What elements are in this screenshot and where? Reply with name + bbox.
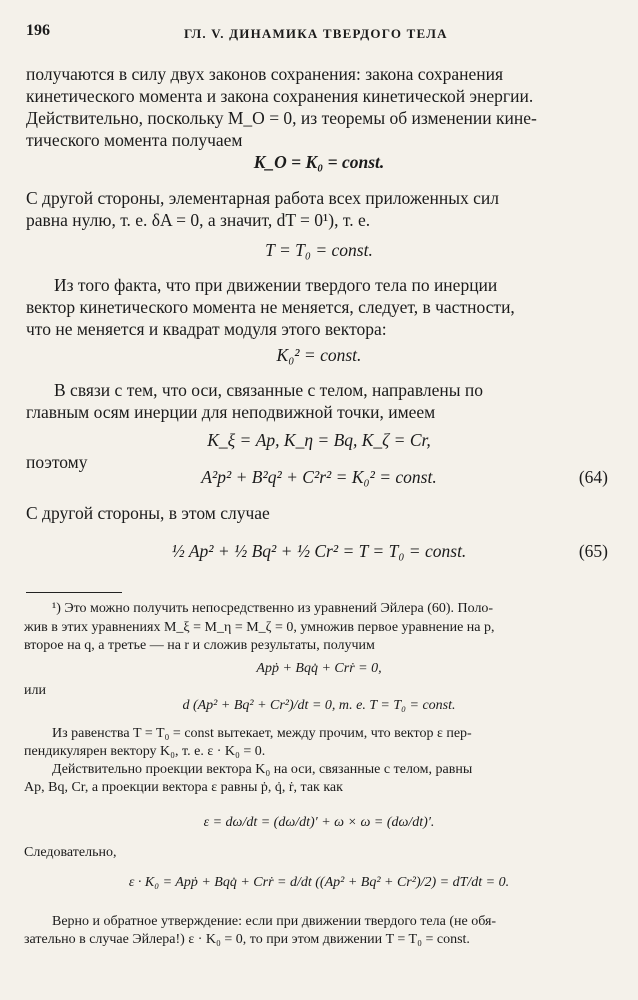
body-line: С другой стороны, элементарная работа всех приложенных сил xyxy=(26,188,499,208)
equation-number-64: (64) xyxy=(578,467,608,487)
footnote-line: второе на q, а третье — на r и сложив результаты, получим xyxy=(24,638,375,653)
footnote-line: или xyxy=(24,683,46,698)
footnote-equation: d (Ap² + Bq² + Cr²)/dt = 0, т. е. T = T₀ = const. xyxy=(182,698,456,713)
body-line: вектор кинетического момента не меняется, следует, в частности, xyxy=(26,297,515,317)
footnote-equation: Apṗ + Bqq̇ + Crṙ = 0, xyxy=(256,661,382,676)
footnote-line: зательно в случае Эйлера!) ε · K₀ = 0, то при этом движении T = T₀ = const. xyxy=(24,932,470,947)
body-line: что не меняется и квадрат модуля этого вектора: xyxy=(26,319,387,339)
footnote-equation: ε · K₀ = Apṗ + Bqq̇ + Crṙ = d/dt ((Ap² + Bq² + Cr²)/2) = dT/dt = 0. xyxy=(128,875,510,890)
footnote-equation: ε = dω/dt = (dω/dt)′ + ω × ω = (dω/dt)′. xyxy=(203,815,435,830)
footnote-line: Ap, Bq, Cr, а проекции вектора ε равны ṗ, q̇, ṙ, так как xyxy=(24,780,343,795)
page-number: 196 xyxy=(26,22,50,39)
footnote-line: ¹) Это можно получить непосредственно из уравнений Эйлера (60). Поло- xyxy=(52,601,494,616)
equation-components: K_ξ = Ap, K_η = Bq, K_ζ = Cr, xyxy=(207,430,431,450)
body-line: кинетического момента и закона сохранения кинетической энергии. xyxy=(26,86,534,106)
footnote-line: Из равенства T = T₀ = const вытекает, между прочим, что вектор ε пер- xyxy=(52,726,472,741)
footnote-rule xyxy=(26,592,122,593)
body-line: равна нулю, т. е. δA = 0, а значит, dT = 0¹), т. е. xyxy=(26,210,371,230)
body-line: тического момента получаем xyxy=(26,130,243,150)
footnote-line: Следовательно, xyxy=(24,845,117,860)
equation-kinetic-moment: K_O = K₀ = const. xyxy=(253,152,385,172)
equation-65: ½ Ap² + ½ Bq² + ½ Cr² = T = T₀ = const. xyxy=(171,541,467,561)
body-line-therefore: поэтому xyxy=(26,452,88,472)
equation-64: A²p² + B²q² + C²r² = K₀² = const. xyxy=(201,467,437,487)
running-title: ГЛ. V. ДИНАМИКА ТВЕРДОГО ТЕЛА xyxy=(184,26,448,41)
footnote-line: пендикулярен вектору K₀, т. е. ε · K₀ = 0. xyxy=(24,744,266,759)
equation-number-65: (65) xyxy=(578,541,608,561)
footnote-line: жив в этих уравнениях M_ξ = M_η = M_ζ = 0, умножив первое уравнение на p, xyxy=(24,620,495,635)
body-line: получаются в силу двух законов сохранения: закона сохранения xyxy=(26,64,504,84)
equation-energy: T = T₀ = const. xyxy=(265,240,373,260)
body-line: Действительно, поскольку M_O = 0, из теоремы об изменении кине- xyxy=(26,108,537,128)
body-line: С другой стороны, в этом случае xyxy=(26,503,270,523)
body-line: Из того факта, что при движении твердого тела по инерции xyxy=(54,275,498,295)
body-line: В связи с тем, что оси, связанные с телом, направлены по xyxy=(54,380,483,400)
body-line: главным осям инерции для неподвижной точки, имеем xyxy=(26,402,436,422)
equation-k-squared: K₀² = const. xyxy=(276,345,362,365)
footnote-line: Действительно проекции вектора K₀ на оси, связанные с телом, равны xyxy=(52,762,473,777)
footnote-line: Верно и обратное утверждение: если при движении твердого тела (не обя- xyxy=(52,914,497,929)
